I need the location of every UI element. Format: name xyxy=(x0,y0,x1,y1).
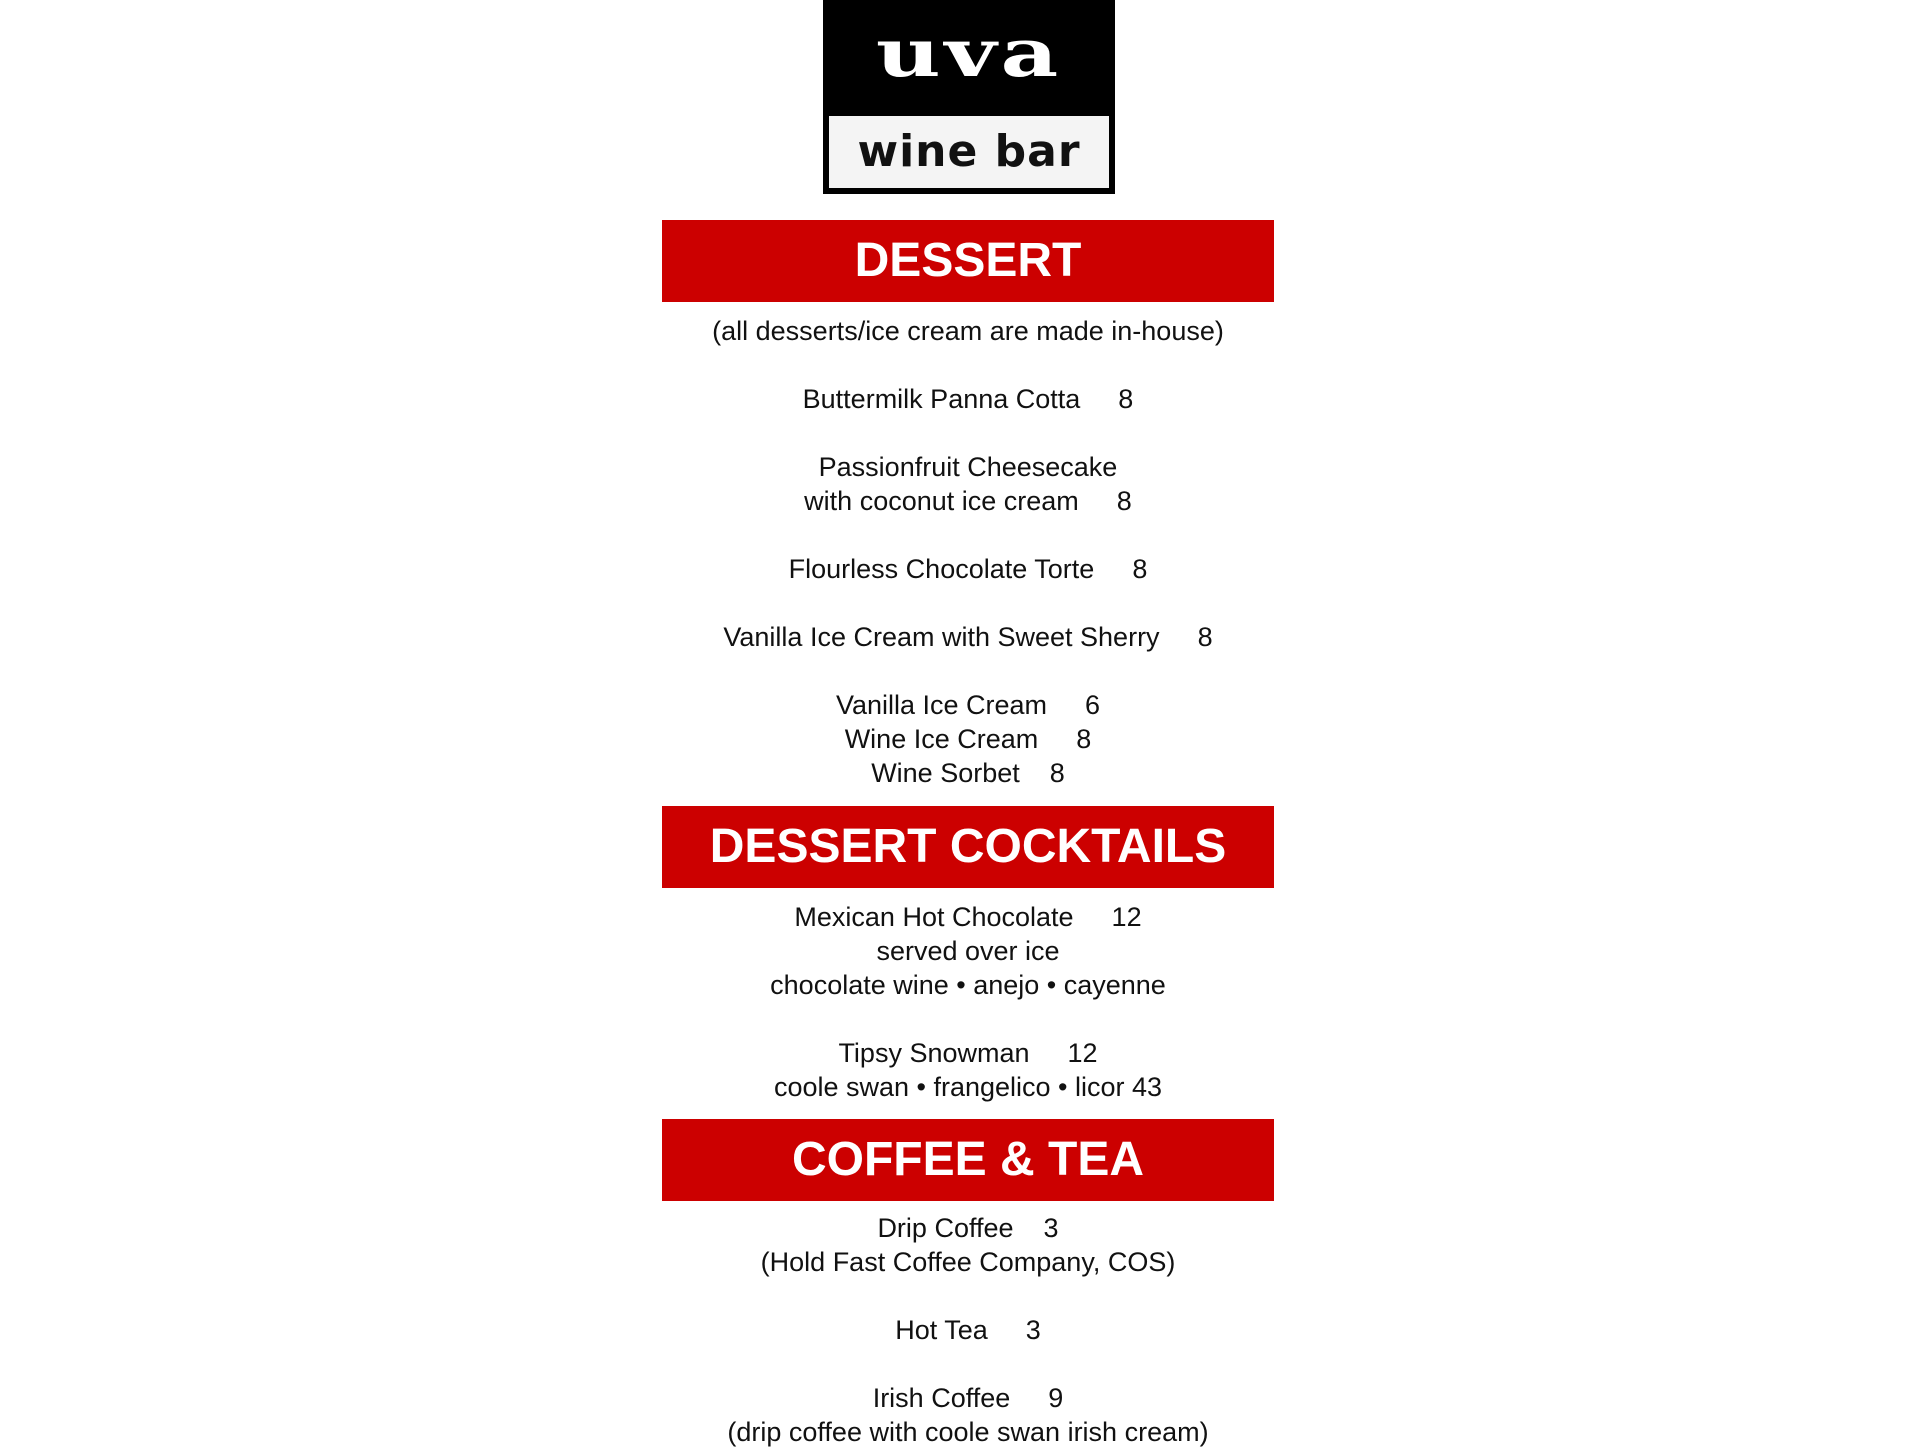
dessert-section xyxy=(662,314,1274,790)
menu-item xyxy=(662,1381,1274,1415)
menu-page xyxy=(662,0,1274,1447)
item-price: 3 xyxy=(1043,1213,1059,1243)
item-price: 8 xyxy=(1118,384,1134,414)
menu-item xyxy=(662,900,1274,934)
item-price: 8 xyxy=(1076,724,1092,754)
menu-item xyxy=(662,450,1274,484)
item-name: Wine Ice Cream xyxy=(844,724,1039,754)
item-name: Wine Sorbet xyxy=(871,758,1020,788)
item-name: Buttermilk Panna Cotta xyxy=(802,384,1081,414)
item-name: Hot Tea xyxy=(895,1315,988,1345)
item-price: 6 xyxy=(1085,690,1101,720)
item-detail: (drip coffee with coole swan irish cream) xyxy=(727,1417,1209,1447)
logo-wordmark: uva xyxy=(875,14,1063,92)
item-name: Tipsy Snowman xyxy=(838,1038,1030,1068)
item-price: 9 xyxy=(1048,1383,1064,1413)
logo-bottom-panel xyxy=(829,116,1109,188)
logo-top-panel xyxy=(823,0,1115,112)
menu-item xyxy=(662,552,1274,586)
cocktails-heading: DESSERT COCKTAILS xyxy=(662,806,1274,888)
item-detail: served over ice xyxy=(876,936,1060,966)
logo-subtitle: wine bar xyxy=(857,126,1081,177)
menu-item xyxy=(662,688,1274,722)
item-detail: (Hold Fast Coffee Company, COS) xyxy=(760,1247,1176,1277)
dessert-heading: DESSERT xyxy=(662,220,1274,302)
item-name: Vanilla Ice Cream xyxy=(835,690,1048,720)
menu-item-detail xyxy=(662,484,1274,518)
menu-item xyxy=(662,620,1274,654)
menu-item xyxy=(662,756,1274,790)
item-price: 3 xyxy=(1025,1315,1041,1345)
menu-item xyxy=(662,722,1274,756)
item-price: 12 xyxy=(1111,902,1142,932)
item-name: Passionfruit Cheesecake xyxy=(818,452,1118,482)
item-price: 8 xyxy=(1132,554,1148,584)
item-name: Irish Coffee xyxy=(872,1383,1011,1413)
menu-item xyxy=(662,382,1274,416)
item-name: Mexican Hot Chocolate xyxy=(794,902,1074,932)
item-name: Vanilla Ice Cream with Sweet Sherry xyxy=(723,622,1160,652)
item-price: 8 xyxy=(1049,758,1065,788)
coffee-section xyxy=(662,1211,1274,1449)
item-price: 8 xyxy=(1197,622,1213,652)
menu-item xyxy=(662,1211,1274,1245)
menu-item xyxy=(662,1313,1274,1347)
menu-item xyxy=(662,1036,1274,1070)
item-ingredients: coole swan • frangelico • licor 43 xyxy=(773,1072,1163,1102)
dessert-note: (all desserts/ice cream are made in-house) xyxy=(712,316,1224,346)
item-ingredients: chocolate wine • anejo • cayenne xyxy=(770,970,1166,1000)
coffee-heading: COFFEE & TEA xyxy=(662,1119,1274,1201)
item-name: Flourless Chocolate Torte xyxy=(788,554,1095,584)
item-price: 12 xyxy=(1067,1038,1098,1068)
item-detail: with coconut ice cream xyxy=(804,486,1079,516)
item-name: Drip Coffee xyxy=(877,1213,1014,1243)
cocktails-section xyxy=(662,900,1274,1104)
uva-logo xyxy=(823,0,1115,194)
item-price: 8 xyxy=(1116,486,1132,516)
